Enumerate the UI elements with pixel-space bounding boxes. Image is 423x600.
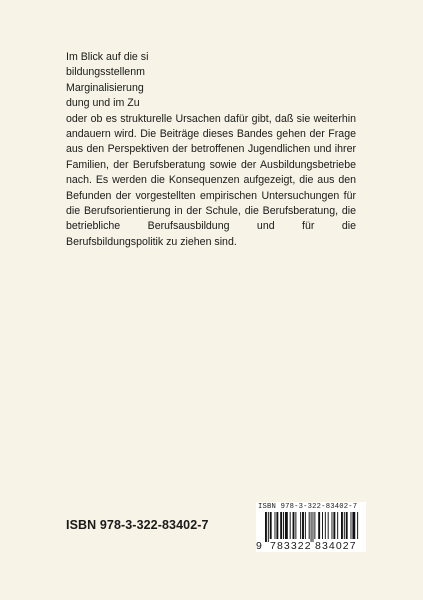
barcode-bar xyxy=(265,512,267,542)
barcode-bar xyxy=(268,512,269,542)
barcode-bar xyxy=(328,512,329,539)
barcode-isbn-label: ISBN 978-3-322-83402-7 xyxy=(258,503,358,511)
barcode-bar xyxy=(333,512,335,539)
barcode-bar xyxy=(341,512,343,539)
barcode-bar xyxy=(293,512,295,539)
barcode-bar xyxy=(300,512,301,539)
barcode-bar xyxy=(270,512,272,539)
barcode-lead-digit: 9 xyxy=(256,540,262,552)
blurb-line: bildungsstellenm xyxy=(66,66,145,79)
blurb-paragraph: oder ob es strukturelle Ursachen dafür gibt, daß sie weiterhin andauern wird. Die Beiträge dieses Bandes gehen der Frage aus den Perspektiven der betroffenen Jugendlichen und ihrer Familien, der Berufsberatung sowie der Ausbildungsbetriebe nach. Es werden die Konsequenzen aufgezeigt, die aus den Befunden der vorgestellten empirischen Untersuchungen für die Berufsorientierung in der Schule, die Berufsberatung, die betriebliche Berufsausbildung und für die Berufsbildungspolitik zu ziehen sind. xyxy=(66,112,356,248)
barcode-bar xyxy=(295,512,296,539)
barcode-bar xyxy=(283,512,284,539)
barcode-bar xyxy=(344,512,345,539)
barcode-bar xyxy=(313,512,314,542)
barcode-bar xyxy=(285,512,288,539)
barcode-bar xyxy=(314,512,315,539)
barcode-bar xyxy=(352,512,355,539)
barcode-bar xyxy=(309,512,310,539)
barcode-bar xyxy=(280,512,282,539)
barcode-bars xyxy=(265,512,359,542)
barcode-bar xyxy=(318,512,320,539)
barcode-bar xyxy=(346,512,348,539)
barcode-bar xyxy=(305,512,306,539)
blurb-line: Im Blick auf die si xyxy=(66,51,149,63)
barcode-bar xyxy=(290,512,291,539)
blurb-line: dung und im Zu xyxy=(66,97,140,110)
barcode-bar xyxy=(325,512,326,539)
blurb-text xyxy=(66,50,356,250)
barcode-bar xyxy=(322,512,323,539)
blurb-line: Marginalisierung xyxy=(66,81,144,94)
barcode-bar xyxy=(276,512,278,539)
barcode-bar xyxy=(311,512,312,542)
barcode-bar xyxy=(351,512,352,539)
barcode-bar xyxy=(275,512,276,539)
barcode-bar xyxy=(337,512,338,539)
barcode-digit-group-1: 783322 xyxy=(270,540,312,552)
barcode-bar xyxy=(332,512,333,539)
barcode-bar xyxy=(357,512,358,539)
barcode-digit-group-2: 834027 xyxy=(315,540,357,552)
barcode-bar xyxy=(302,512,304,539)
isbn-label: ISBN 978-3-322-83402-7 xyxy=(66,518,209,532)
